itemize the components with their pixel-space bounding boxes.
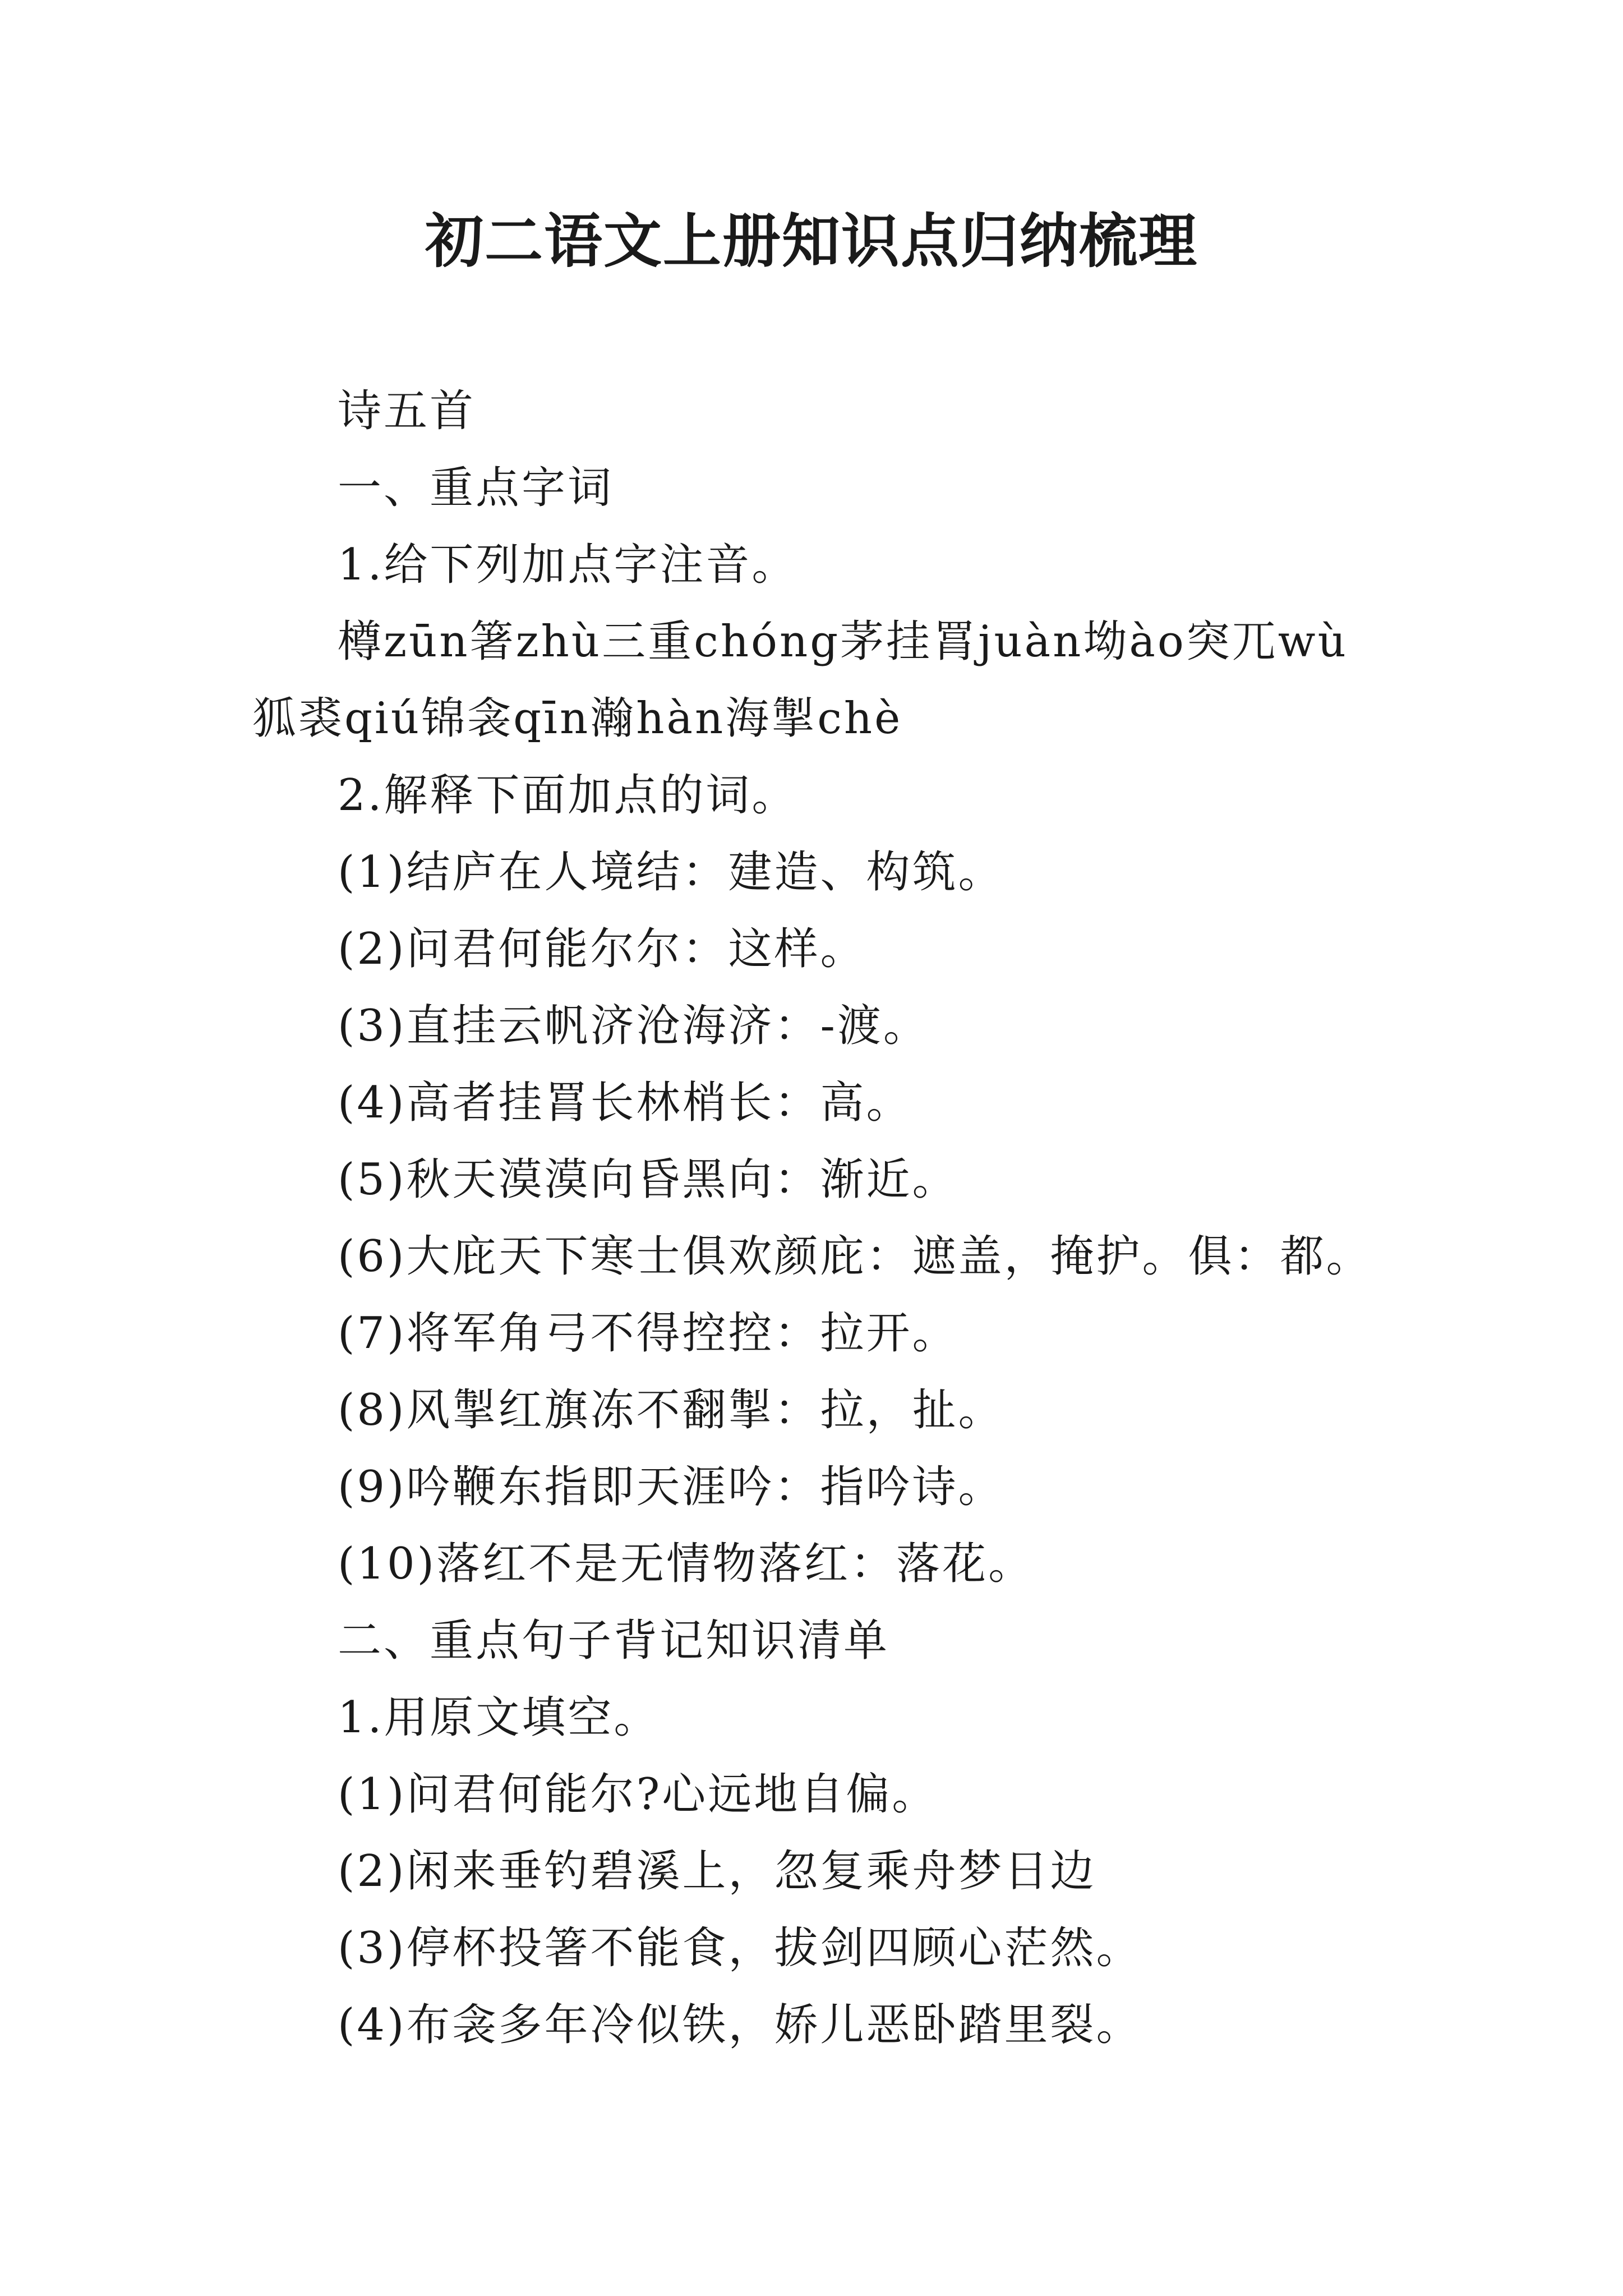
definition-item: (5)秋天漠漠向昏黑向：渐近。 bbox=[338, 1154, 958, 1205]
fill-in-heading: 1.用原文填空。 bbox=[338, 1692, 660, 1743]
definition-item: (4)高者挂罥长林梢长：高。 bbox=[338, 1078, 912, 1128]
definition-item: (9)吟鞭东指即天涯吟：指吟诗。 bbox=[338, 1462, 1004, 1512]
definition-item: (3)直挂云帆济沧海济：-渡。 bbox=[338, 1001, 929, 1051]
pinyin-line-2: 狐裘qiú锦衾qīn瀚hàn海掣chè bbox=[252, 693, 903, 744]
definition-item: (1)结庐在人境结：建造、构筑。 bbox=[338, 847, 1004, 898]
fill-in-item: (2)闲来垂钓碧溪上，忽复乘舟梦日边 bbox=[338, 1846, 1096, 1897]
definition-item: (8)风掣红旗冻不翻掣：拉，扯。 bbox=[338, 1385, 1004, 1435]
definition-item: (2)问君何能尔尔：这样。 bbox=[338, 924, 866, 974]
section-heading-key-sentences: 二、重点句子背记知识清单 bbox=[338, 1616, 890, 1666]
document-title: 初二语文上册知识点归纳梳理 bbox=[425, 206, 1198, 275]
section-heading-poems: 诗五首 bbox=[338, 386, 476, 436]
definition-item: (10)落红不是无情物落红：落花。 bbox=[338, 1539, 1035, 1589]
section-heading-key-words: 一、重点字词 bbox=[338, 463, 614, 513]
definition-item: (6)大庇天下寒士俱欢颜庇：遮盖，掩护。俱：都。 bbox=[338, 1231, 1372, 1282]
pinyin-line-1: 樽zūn箸zhù三重chóng茅挂罥juàn坳ào突兀wù bbox=[338, 616, 1348, 667]
question-2-heading: 2.解释下面加点的词。 bbox=[338, 770, 798, 821]
document-body bbox=[252, 373, 1374, 2064]
question-1-heading: 1.给下列加点字注音。 bbox=[338, 540, 798, 590]
fill-in-item: (4)布衾多年冷似铁，娇儿恶卧踏里裂。 bbox=[338, 2000, 1142, 2050]
definition-item: (7)将军角弓不得控控：拉开。 bbox=[338, 1308, 958, 1359]
fill-in-item: (1)问君何能尔?心远地自偏。 bbox=[338, 1769, 938, 1820]
fill-in-item: (3)停杯投箸不能食，拔剑四顾心茫然。 bbox=[338, 1923, 1142, 1973]
